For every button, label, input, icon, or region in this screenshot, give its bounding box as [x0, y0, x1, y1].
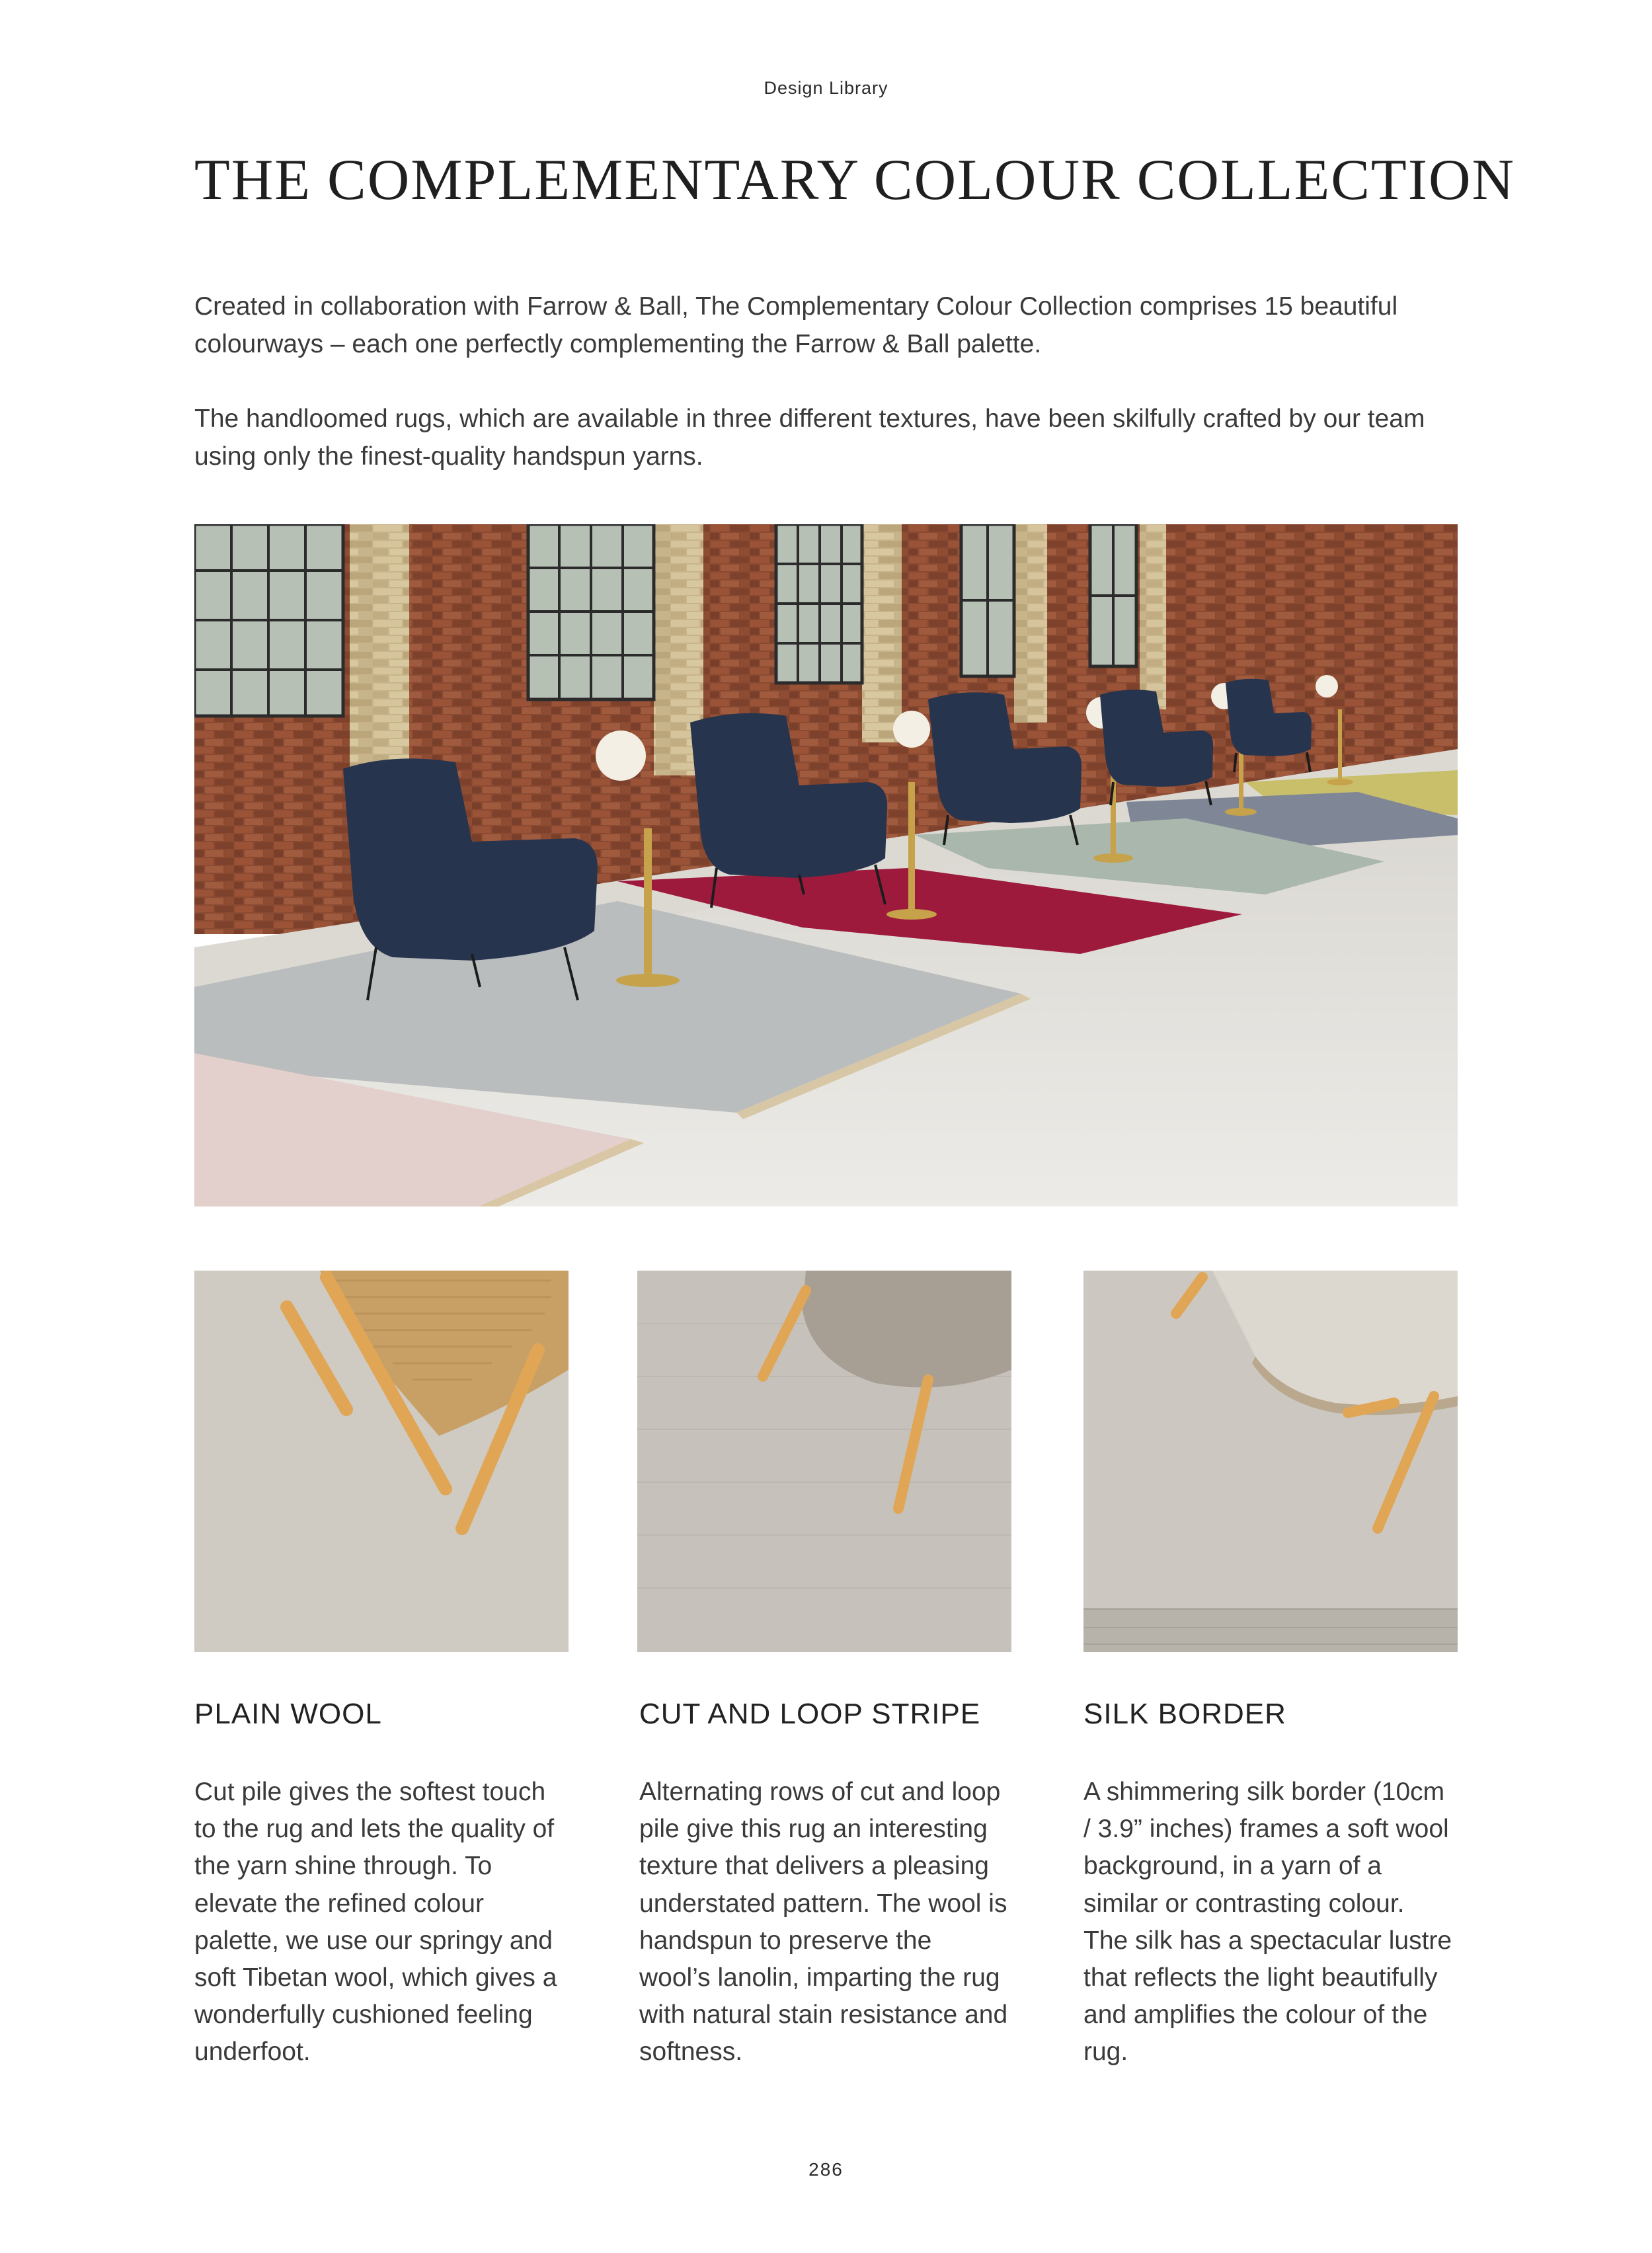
cut-and-loop-stripe-photo [637, 1271, 1011, 1652]
silk-border-photo [1083, 1271, 1458, 1652]
cut-and-loop-stripe-description: Alternating rows of cut and loop pile give this rug an interesting texture that delivers a pleasing understated pattern. The wool is handspun to preserve the wool’s lanolin, imparting the rug with natural stain resistance and softness. [639, 1778, 1008, 2067]
silk-border-description: A shimmering silk border (10cm / 3.9” inches) frames a soft wool background, in a yarn of a similar or contrasting colour. The silk has a spectacular lustre that reflects the light beautifully and amplifies the colour of the rug. [1083, 1778, 1452, 2067]
plain-wool-photo [194, 1271, 569, 1652]
cut-and-loop-stripe-title: CUT AND LOOP STRIPE [639, 1698, 981, 1730]
page-number: 286 [808, 2159, 844, 2180]
plain-wool-title: PLAIN WOOL [194, 1698, 382, 1730]
intro-paragraph-1: Created in collaboration with Farrow & Ball, The Complementary Colour Collection comprises 15 beautiful colourways – each one perfectly complementing the Farrow & Ball palette. [194, 292, 1398, 358]
silk-border-title: SILK BORDER [1083, 1698, 1286, 1730]
page-title: THE COMPLEMENTARY COLOUR COLLECTION [194, 148, 1516, 212]
plain-wool-description: Cut pile gives the softest touch to the rug and lets the quality of the yarn shine through. To elevate the refined colour palette, we use our springy and soft Tibetan wool, which gives a wonderfully cushioned feeling underfoot. [194, 1778, 557, 2067]
hero-photo [194, 524, 1458, 1206]
running-head: Design Library [764, 78, 888, 98]
intro-paragraph-2: The handloomed rugs, which are available in three different textures, have been skilfully crafted by our team using only the finest-quality handspun yarns. [194, 405, 1425, 471]
